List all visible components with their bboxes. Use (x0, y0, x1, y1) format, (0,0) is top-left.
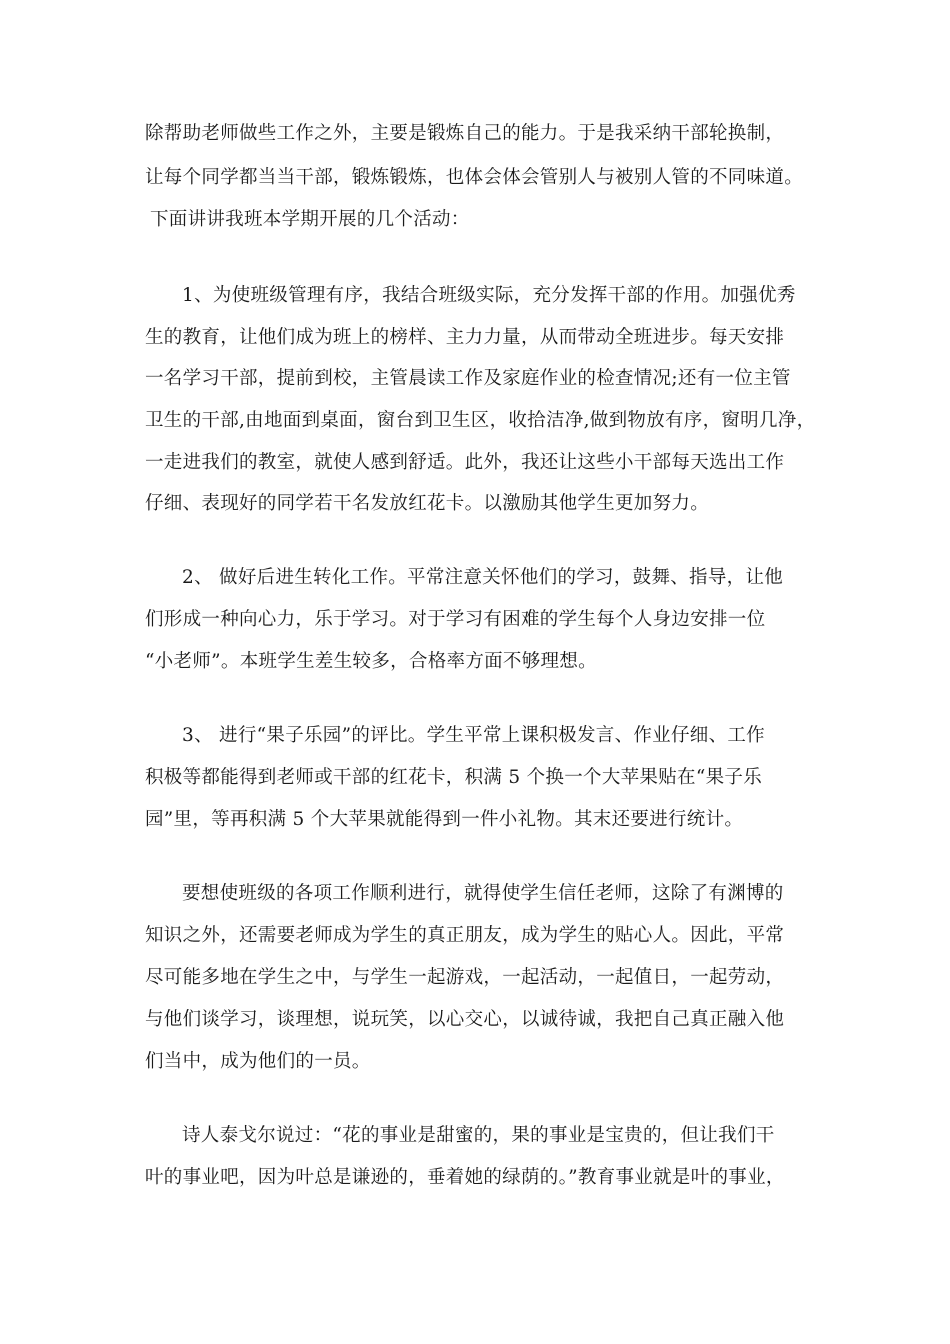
item3-line-1: 3、 进行“果子乐园”的评比。学生平常上课积极发言、作业仔细、工作 (182, 725, 765, 746)
trust-line-3: 尽可能多地在学生之中，与学生一起游戏，一起活动，一起值日，一起劳动， (145, 967, 785, 988)
item2-line-2: 们形成一种向心力，乐于学习。对于学习有困难的学生每个人身边安排一位 (145, 609, 766, 630)
item1-line-3: 一名学习干部，提前到校，主管晨读工作及家庭作业的检查情况;还有一位主管 (145, 368, 791, 389)
intro-line-3: 下面讲讲我班本学期开展的几个活动： (150, 209, 470, 230)
item1-line-6: 仔细、表现好的同学若干名发放红花卡。以激励其他学生更加努力。 (145, 493, 710, 514)
poet-line-1: 诗人泰戈尔说过：“花的事业是甜蜜的，果的事业是宝贵的，但让我们干 (182, 1125, 775, 1146)
poet-line-2: 叶的事业吧，因为叶总是谦逊的，垂着她的绿荫的。”教育事业就是叶的事业， (145, 1167, 785, 1188)
item1-line-4: 卫生的干部,由地面到桌面，窗台到卫生区，收拾洁净,做到物放有序，窗明几净， (145, 410, 816, 431)
trust-line-1: 要想使班级的各项工作顺利进行，就得使学生信任老师，这除了有渊博的 (182, 883, 784, 904)
item3-line-3: 园”里，等再积满 5 个大苹果就能得到一件小礼物。其末还要进行统计。 (145, 809, 744, 830)
item1-line-5: 一走进我们的教室，就使人感到舒适。此外，我还让这些小干部每天选出工作 (145, 452, 785, 473)
intro-line-2: 让每个同学都当当干部，锻炼锻炼，也体会体会管别人与被别人管的不同味道。 (145, 167, 804, 188)
item1-line-1: 1、为使班级管理有序，我结合班级实际，充分发挥干部的作用。加强优秀 (182, 285, 796, 306)
item1-line-2: 生的教育，让他们成为班上的榜样、主力力量，从而带动全班进步。每天安排 (145, 327, 785, 348)
trust-line-4: 与他们谈学习，谈理想，说玩笑，以心交心，以诚待诚，我把自己真正融入他 (145, 1009, 785, 1030)
item2-line-3: “小老师”。本班学生差生较多，合格率方面不够理想。 (145, 651, 597, 672)
trust-line-5: 们当中，成为他们的一员。 (145, 1051, 371, 1072)
item3-line-2: 积极等都能得到老师或干部的红花卡，积满 5 个换一个大苹果贴在“果子乐 (145, 767, 762, 788)
trust-line-2: 知识之外，还需要老师成为学生的真正朋友，成为学生的贴心人。因此，平常 (145, 925, 785, 946)
item2-line-1: 2、 做好后进生转化工作。平常注意关怀他们的学习，鼓舞、指导，让他 (182, 567, 784, 588)
intro-line-1: 除帮助老师做些工作之外，主要是锻炼自己的能力。于是我采纳干部轮换制， (145, 123, 785, 144)
